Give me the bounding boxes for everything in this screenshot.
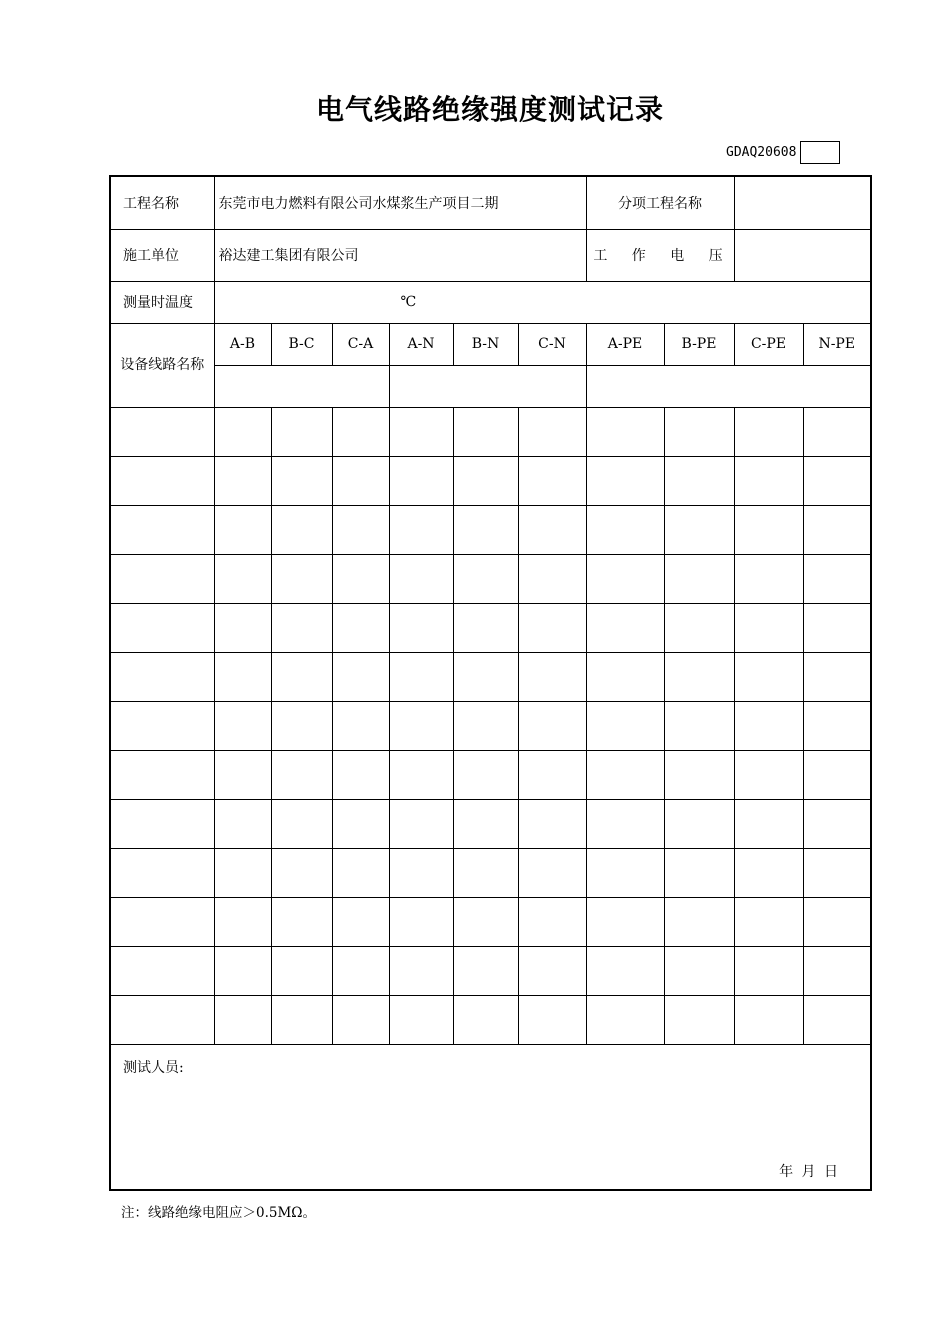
measurement-cell[interactable] bbox=[664, 554, 734, 603]
measurement-cell[interactable] bbox=[389, 505, 453, 554]
measurement-cell[interactable] bbox=[803, 407, 871, 456]
measurement-cell[interactable] bbox=[664, 701, 734, 750]
device-name-cell[interactable] bbox=[110, 603, 214, 652]
device-name-cell[interactable] bbox=[110, 505, 214, 554]
sub-project-label: 分项工程名称 bbox=[586, 176, 734, 229]
measurement-cell[interactable] bbox=[214, 946, 271, 995]
device-name-cell[interactable] bbox=[110, 799, 214, 848]
device-name-cell[interactable] bbox=[110, 750, 214, 799]
measurement-cell[interactable] bbox=[214, 897, 271, 946]
measurement-cell[interactable] bbox=[734, 897, 803, 946]
measurement-cell[interactable] bbox=[389, 848, 453, 897]
measurement-cell[interactable] bbox=[214, 652, 271, 701]
measurement-cell[interactable] bbox=[332, 750, 389, 799]
column-header: C-A bbox=[332, 323, 389, 365]
measurement-cell[interactable] bbox=[664, 750, 734, 799]
measurement-cell[interactable] bbox=[803, 603, 871, 652]
measurement-cell[interactable] bbox=[734, 456, 803, 505]
temperature-row bbox=[110, 281, 871, 323]
table-row bbox=[110, 505, 871, 554]
measurement-cell[interactable] bbox=[214, 750, 271, 799]
measurement-cell[interactable] bbox=[453, 407, 518, 456]
measurement-cell[interactable] bbox=[453, 848, 518, 897]
work-voltage-value[interactable] bbox=[734, 229, 871, 281]
form-code-suffix-field[interactable] bbox=[800, 141, 840, 164]
measurement-cell[interactable] bbox=[586, 701, 664, 750]
measurement-cell[interactable] bbox=[734, 995, 803, 1044]
measurement-cell[interactable] bbox=[664, 456, 734, 505]
measurement-cell[interactable] bbox=[803, 652, 871, 701]
measurement-cell[interactable] bbox=[453, 554, 518, 603]
measurement-cell[interactable] bbox=[214, 848, 271, 897]
measurement-cell[interactable] bbox=[586, 799, 664, 848]
measurement-cell[interactable] bbox=[271, 456, 332, 505]
device-name-cell[interactable] bbox=[110, 407, 214, 456]
table-row bbox=[110, 603, 871, 652]
column-header: B-C bbox=[271, 323, 332, 365]
measurement-cell[interactable] bbox=[389, 799, 453, 848]
measurement-cell[interactable] bbox=[664, 897, 734, 946]
measurement-cell[interactable] bbox=[803, 897, 871, 946]
measurement-cell[interactable] bbox=[664, 652, 734, 701]
measurement-cell[interactable] bbox=[332, 848, 389, 897]
line-to-neutral-group-cell[interactable] bbox=[389, 365, 586, 407]
measurement-cell[interactable] bbox=[271, 505, 332, 554]
device-name-cell[interactable] bbox=[110, 946, 214, 995]
measurement-cell[interactable] bbox=[664, 995, 734, 1044]
measurement-cell[interactable] bbox=[803, 848, 871, 897]
project-name-row bbox=[110, 176, 871, 229]
measurement-cell[interactable] bbox=[518, 750, 586, 799]
measurement-cell[interactable] bbox=[271, 995, 332, 1044]
measurement-cell[interactable] bbox=[389, 946, 453, 995]
measurement-cell[interactable] bbox=[586, 750, 664, 799]
measurement-cell[interactable] bbox=[803, 995, 871, 1044]
measurement-cell[interactable] bbox=[332, 652, 389, 701]
line-to-line-group-cell[interactable] bbox=[214, 365, 389, 407]
sub-project-value[interactable] bbox=[734, 176, 871, 229]
device-name-cell[interactable] bbox=[110, 701, 214, 750]
measurement-cell[interactable] bbox=[453, 505, 518, 554]
column-header: N-PE bbox=[803, 323, 871, 365]
measurement-cell[interactable] bbox=[453, 750, 518, 799]
page-title: 电气线路绝缘强度测试记录 bbox=[315, 93, 664, 126]
measurement-cell[interactable] bbox=[803, 701, 871, 750]
measurement-cell[interactable] bbox=[271, 407, 332, 456]
measurement-cell[interactable] bbox=[803, 554, 871, 603]
measurement-cell[interactable] bbox=[214, 554, 271, 603]
measurement-cell[interactable] bbox=[664, 946, 734, 995]
work-voltage-label: 工 作 电 压 bbox=[586, 229, 734, 281]
measurement-cell[interactable] bbox=[332, 505, 389, 554]
measurement-cell[interactable] bbox=[518, 603, 586, 652]
measurement-cell[interactable] bbox=[734, 750, 803, 799]
measurement-cell[interactable] bbox=[332, 897, 389, 946]
measurement-cell[interactable] bbox=[271, 750, 332, 799]
footnote: 注：线路绝缘电阻应＞0.5MΩ。 bbox=[121, 1205, 316, 1221]
measurement-cell[interactable] bbox=[664, 799, 734, 848]
measurement-cell[interactable] bbox=[518, 701, 586, 750]
measurement-cell[interactable] bbox=[214, 407, 271, 456]
measurement-cell[interactable] bbox=[332, 456, 389, 505]
measurement-cell[interactable] bbox=[586, 897, 664, 946]
measurement-cell[interactable] bbox=[518, 554, 586, 603]
measurement-cell[interactable] bbox=[214, 701, 271, 750]
measurement-cell[interactable] bbox=[518, 995, 586, 1044]
measurement-cell[interactable] bbox=[332, 701, 389, 750]
measurement-cell[interactable] bbox=[271, 799, 332, 848]
measurement-cell[interactable] bbox=[734, 848, 803, 897]
temperature-unit: ℃ bbox=[400, 293, 417, 310]
measurement-cell[interactable] bbox=[664, 505, 734, 554]
measurement-cell[interactable] bbox=[664, 407, 734, 456]
measurement-cell[interactable] bbox=[389, 995, 453, 1044]
table-row bbox=[110, 652, 871, 701]
column-group-row bbox=[110, 365, 871, 407]
measurement-cell[interactable] bbox=[586, 995, 664, 1044]
measurement-cell[interactable] bbox=[332, 407, 389, 456]
measurement-cell[interactable] bbox=[803, 946, 871, 995]
tester-row bbox=[110, 1044, 871, 1190]
measurement-cell[interactable] bbox=[734, 505, 803, 554]
measurement-cell[interactable] bbox=[389, 750, 453, 799]
project-name-value[interactable]: 东莞市电力燃料有限公司水煤浆生产项目二期 bbox=[214, 176, 586, 229]
column-header: C-N bbox=[518, 323, 586, 365]
measurement-cell[interactable] bbox=[734, 407, 803, 456]
measurement-cell[interactable] bbox=[734, 799, 803, 848]
measurement-cell[interactable] bbox=[518, 799, 586, 848]
column-header: A-B bbox=[214, 323, 271, 365]
construction-unit-value[interactable]: 裕达建工集团有限公司 bbox=[214, 229, 586, 281]
temperature-label: 测量时温度 bbox=[110, 281, 214, 323]
measurement-cell[interactable] bbox=[389, 897, 453, 946]
measurement-cell[interactable] bbox=[332, 799, 389, 848]
column-header: A-N bbox=[389, 323, 453, 365]
measurement-cell[interactable] bbox=[586, 946, 664, 995]
device-name-cell[interactable] bbox=[110, 897, 214, 946]
measurement-cell[interactable] bbox=[214, 995, 271, 1044]
table-row bbox=[110, 701, 871, 750]
data-rows bbox=[110, 407, 871, 1044]
measurement-cell[interactable] bbox=[453, 603, 518, 652]
device-name-cell[interactable] bbox=[110, 995, 214, 1044]
measurement-cell[interactable] bbox=[271, 701, 332, 750]
measurement-cell[interactable] bbox=[214, 799, 271, 848]
measurement-cell[interactable] bbox=[271, 554, 332, 603]
column-header: C-PE bbox=[734, 323, 803, 365]
measurement-cell[interactable] bbox=[389, 701, 453, 750]
measurement-cell[interactable] bbox=[389, 456, 453, 505]
table-row bbox=[110, 848, 871, 897]
measurement-cell[interactable] bbox=[518, 456, 586, 505]
measurement-cell[interactable] bbox=[271, 652, 332, 701]
measurement-cell[interactable] bbox=[271, 603, 332, 652]
measurement-cell[interactable] bbox=[518, 946, 586, 995]
table-row bbox=[110, 407, 871, 456]
test-record-table bbox=[109, 175, 872, 1191]
to-earth-group-cell[interactable] bbox=[586, 365, 871, 407]
measurement-cell[interactable] bbox=[453, 456, 518, 505]
measurement-cell[interactable] bbox=[664, 848, 734, 897]
device-name-cell[interactable] bbox=[110, 848, 214, 897]
column-header: B-PE bbox=[664, 323, 734, 365]
measurement-cell[interactable] bbox=[803, 799, 871, 848]
measurement-cell[interactable] bbox=[389, 652, 453, 701]
measurement-cell[interactable] bbox=[453, 652, 518, 701]
measurement-cell[interactable] bbox=[453, 995, 518, 1044]
column-header-row bbox=[110, 323, 871, 365]
measurement-cell[interactable] bbox=[271, 946, 332, 995]
measurement-cell[interactable] bbox=[664, 603, 734, 652]
table-row bbox=[110, 946, 871, 995]
temperature-value[interactable] bbox=[214, 281, 871, 323]
tester-signature-cell[interactable] bbox=[110, 1044, 871, 1190]
table-row bbox=[110, 750, 871, 799]
form-code: GDAQ20608 bbox=[726, 145, 797, 160]
device-name-header: 设备线路名称 bbox=[110, 323, 214, 407]
measurement-cell[interactable] bbox=[586, 603, 664, 652]
measurement-cell[interactable] bbox=[586, 554, 664, 603]
measurement-cell[interactable] bbox=[332, 603, 389, 652]
table-row bbox=[110, 554, 871, 603]
device-name-cell[interactable] bbox=[110, 554, 214, 603]
measurement-cell[interactable] bbox=[734, 652, 803, 701]
measurement-cell[interactable] bbox=[586, 456, 664, 505]
table-row bbox=[110, 897, 871, 946]
measurement-cell[interactable] bbox=[389, 603, 453, 652]
table-row bbox=[110, 995, 871, 1044]
measurement-cell[interactable] bbox=[518, 897, 586, 946]
construction-unit-row bbox=[110, 229, 871, 281]
measurement-cell[interactable] bbox=[453, 946, 518, 995]
measurement-cell[interactable] bbox=[389, 554, 453, 603]
tester-label: 测试人员: bbox=[123, 1059, 184, 1076]
device-name-cell[interactable] bbox=[110, 652, 214, 701]
measurement-cell[interactable] bbox=[453, 799, 518, 848]
measurement-cell[interactable] bbox=[518, 848, 586, 897]
measurement-cell[interactable] bbox=[734, 701, 803, 750]
device-name-cell[interactable] bbox=[110, 456, 214, 505]
column-header: B-N bbox=[453, 323, 518, 365]
measurement-cell[interactable] bbox=[586, 407, 664, 456]
measurement-cell[interactable] bbox=[518, 652, 586, 701]
measurement-cell[interactable] bbox=[271, 897, 332, 946]
table-row bbox=[110, 799, 871, 848]
project-name-label: 工程名称 bbox=[110, 176, 214, 229]
measurement-cell[interactable] bbox=[214, 603, 271, 652]
measurement-cell[interactable] bbox=[453, 897, 518, 946]
measurement-cell[interactable] bbox=[586, 505, 664, 554]
measurement-cell[interactable] bbox=[332, 554, 389, 603]
measurement-cell[interactable] bbox=[734, 946, 803, 995]
measurement-cell[interactable] bbox=[586, 652, 664, 701]
measurement-cell[interactable] bbox=[803, 456, 871, 505]
date-label: 年 月 日 bbox=[779, 1164, 840, 1180]
measurement-cell[interactable] bbox=[214, 505, 271, 554]
measurement-cell[interactable] bbox=[803, 750, 871, 799]
construction-unit-label: 施工单位 bbox=[110, 229, 214, 281]
measurement-cell[interactable] bbox=[453, 701, 518, 750]
measurement-cell[interactable] bbox=[803, 505, 871, 554]
measurement-cell[interactable] bbox=[586, 848, 664, 897]
measurement-cell[interactable] bbox=[518, 505, 586, 554]
measurement-cell[interactable] bbox=[214, 456, 271, 505]
measurement-cell[interactable] bbox=[271, 848, 332, 897]
measurement-cell[interactable] bbox=[734, 603, 803, 652]
measurement-cell[interactable] bbox=[332, 995, 389, 1044]
measurement-cell[interactable] bbox=[734, 554, 803, 603]
table-row bbox=[110, 456, 871, 505]
measurement-cell[interactable] bbox=[389, 407, 453, 456]
column-header: A-PE bbox=[586, 323, 664, 365]
measurement-cell[interactable] bbox=[518, 407, 586, 456]
measurement-cell[interactable] bbox=[332, 946, 389, 995]
